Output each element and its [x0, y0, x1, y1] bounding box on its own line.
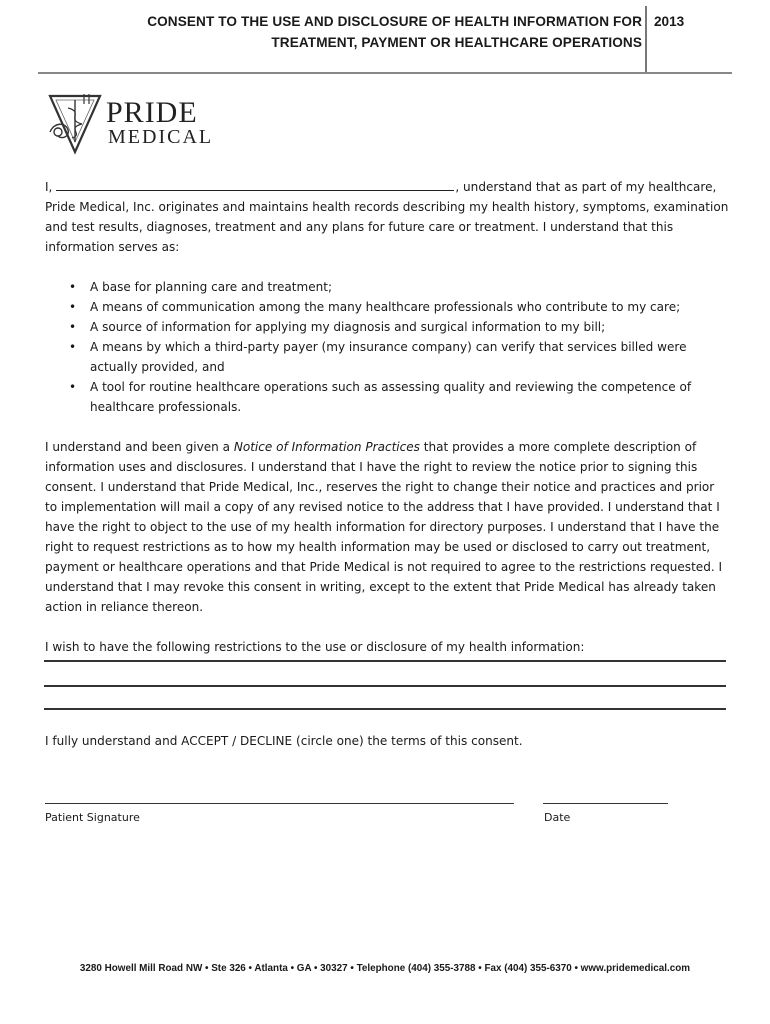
- bullet-icon: •: [69, 300, 77, 314]
- bullet-icon: •: [69, 380, 77, 394]
- document-title-line1: CONSENT TO THE USE AND DISCLOSURE OF HEALTH INFORMATION FOR: [147, 14, 642, 29]
- list-item: • A means of communication among the many healthcare professionals who contribute to my care;: [45, 297, 730, 317]
- list-item: • A tool for routine healthcare operations such as assessing quality and reviewing the competence of healthcare professionals.: [45, 377, 730, 417]
- restriction-line-1[interactable]: [44, 660, 726, 662]
- restriction-line-3[interactable]: [44, 708, 726, 710]
- intro-line: [45, 177, 730, 197]
- header-vertical-divider: [645, 6, 647, 73]
- document-year: 2013: [654, 14, 685, 29]
- document-title-line2: TREATMENT, PAYMENT OR HEALTHCARE OPERATIONS: [271, 35, 642, 50]
- consent-body: [45, 177, 730, 657]
- header-divider: [38, 72, 732, 74]
- patient-signature-label: Patient Signature: [45, 811, 140, 824]
- logo-subtitle: MEDICAL: [108, 126, 214, 148]
- accept-decline-statement: I fully understand and ACCEPT / DECLINE (circle one) the terms of this consent.: [45, 734, 523, 748]
- patient-signature-field[interactable]: [45, 803, 514, 804]
- list-item: • A base for planning care and treatment;: [45, 277, 730, 297]
- restrictions-label: I wish to have the following restrictions to the use or disclosure of my health information:: [45, 640, 585, 654]
- restriction-line-2[interactable]: [44, 685, 726, 687]
- caduceus-triangle-icon: [44, 92, 106, 156]
- document-title: [70, 11, 642, 53]
- date-field[interactable]: [543, 803, 668, 804]
- purpose-list: [45, 277, 730, 417]
- footer-address: 3280 Howell Mill Road NW • Ste 326 • Atlanta • GA • 30327 • Telephone (404) 355-3788 • Fax (404) 355-6370 • www.pridemedical.com: [79, 963, 691, 974]
- logo-wordmark: PRIDE: [106, 96, 198, 129]
- list-item: • A means by which a third-party payer (my insurance company) can verify that services billed were actually provided, and: [45, 337, 730, 377]
- intro-prefix: I,: [45, 180, 53, 194]
- patient-name-blank[interactable]: [56, 177, 454, 191]
- bullet-icon: •: [69, 320, 77, 334]
- pride-medical-logo: [44, 92, 224, 156]
- bullet-icon: •: [69, 280, 77, 294]
- date-label: Date: [544, 811, 571, 824]
- notice-paragraph: I understand and been given a Notice of Information Practices that provides a more complete description of information uses and disclosures. I understand that I have the right to review the notice prior to signing this consent. I understand that Pride Medical, Inc., reserves the right to change their notice and practices and prior to implementation will mail a copy of any revised notice to the address that I have provided. I understand that I have the right to object to the use of my health information for directory purposes. I understand that I have the right to request restrictions as to how my health information may be used or disclosed to carry out treatment, payment or healthcare operations and that Pride Medical is not required to agree to the restrictions requested. I understand that I may revoke this consent in writing, except to the extent that Pride Medical has already taken action in reliance thereon.: [45, 440, 723, 614]
- intro-paragraph: Pride Medical, Inc. originates and maintains health records describing my health history, symptoms, examination and test results, diagnoses, treatment and any plans for future care or treatment. I understand that this information serves as:: [45, 200, 729, 254]
- list-item: • A source of information for applying my diagnosis and surgical information to my bill;: [45, 317, 730, 337]
- notice-title: Notice of Information Practices: [233, 440, 420, 454]
- bullet-icon: •: [69, 340, 77, 354]
- intro-suffix: , understand that as part of my healthcare,: [455, 180, 717, 194]
